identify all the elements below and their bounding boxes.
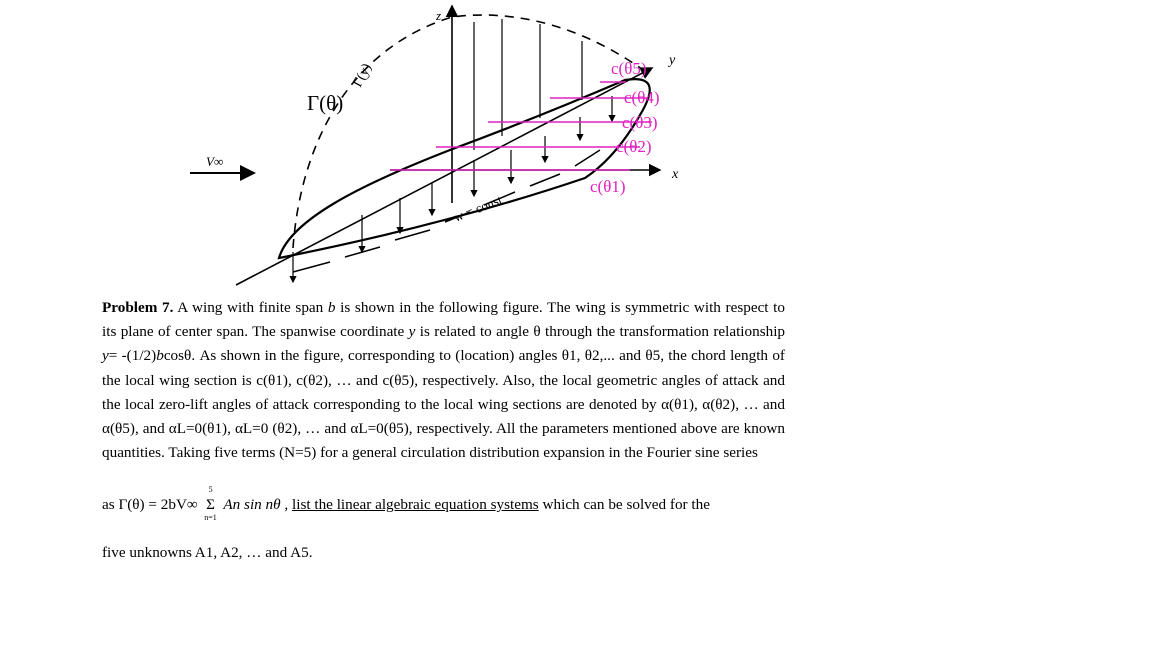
gamma-theta-label: Γ(θ) — [307, 91, 344, 115]
chord-label-1: c(θ1) — [590, 177, 626, 196]
unknowns-line: five unknowns A1, A2, … and A5. — [102, 544, 313, 561]
chord-label-2: c(θ2) — [616, 137, 652, 156]
sum-upper: 5 — [208, 485, 213, 494]
eq-suffix: which can be solved for the — [542, 496, 710, 513]
summation-symbol: Σ 5 n=1 — [204, 496, 218, 514]
z-label: z — [436, 8, 442, 23]
underlined-instruction: list the linear algebraic equation systems — [292, 496, 539, 513]
v-inf-label: V∞ — [206, 154, 224, 169]
var-b: b — [327, 299, 336, 316]
var-b-2: b — [156, 347, 164, 365]
eq-prefix: as Γ(θ) = 2bV∞ — [102, 496, 198, 513]
chord-label-4: c(θ4) — [624, 88, 660, 107]
problem-s5: cosθ. As shown in the figure, corresponding to (location) angles θ1, θ2,... and θ5, the chord length of the local wing section is c(θ1), c(θ2), … and c(θ5), respectively. Also, the local geometric angles of attack and the local zero-lift angles of attack corresponding to the local wing sections are denoted by α(θ1), α(θ2), … and α(θ5), and αL=0(θ1), αL=0 (θ2), … and αL=0(θ5), respectively. All the parameters mentioned above are known quantities. Taking five terms (N=5) for a general circulation distribution expansion in the Fourier sine series — [102, 347, 785, 462]
chord-lines — [390, 82, 652, 170]
downwash-dashed — [293, 150, 600, 272]
var-y: y — [408, 323, 416, 341]
sum-lower: n=1 — [204, 513, 217, 522]
x-label: x — [672, 167, 679, 182]
equation-line — [102, 485, 785, 522]
circulation-lines — [474, 19, 582, 150]
problem-label: Problem 7. — [102, 299, 174, 316]
problem-s2: is shown in the following figure. The wing is symmetric with respect to its plane of center span. The spanwise coordinate — [102, 299, 785, 341]
chord-label-3: c(θ3) — [622, 113, 658, 132]
downwash-label: w = const — [451, 191, 505, 225]
y-label: y — [669, 53, 676, 68]
problem-s3: is related to angle θ through the transformation relationship — [419, 323, 786, 341]
chord-label-5: c(θ5) — [611, 59, 647, 78]
problem-s1: A wing with finite span — [177, 299, 324, 316]
gamma-y-label: Γ(y) — [350, 61, 375, 90]
wing-figure — [0, 0, 800, 295]
var-y-2: y — [102, 347, 109, 365]
problem-text — [102, 296, 785, 465]
eq-term: An sin nθ , — [223, 496, 289, 513]
problem-paragraph — [102, 296, 785, 465]
problem-s4: = -(1/2) — [108, 347, 157, 365]
